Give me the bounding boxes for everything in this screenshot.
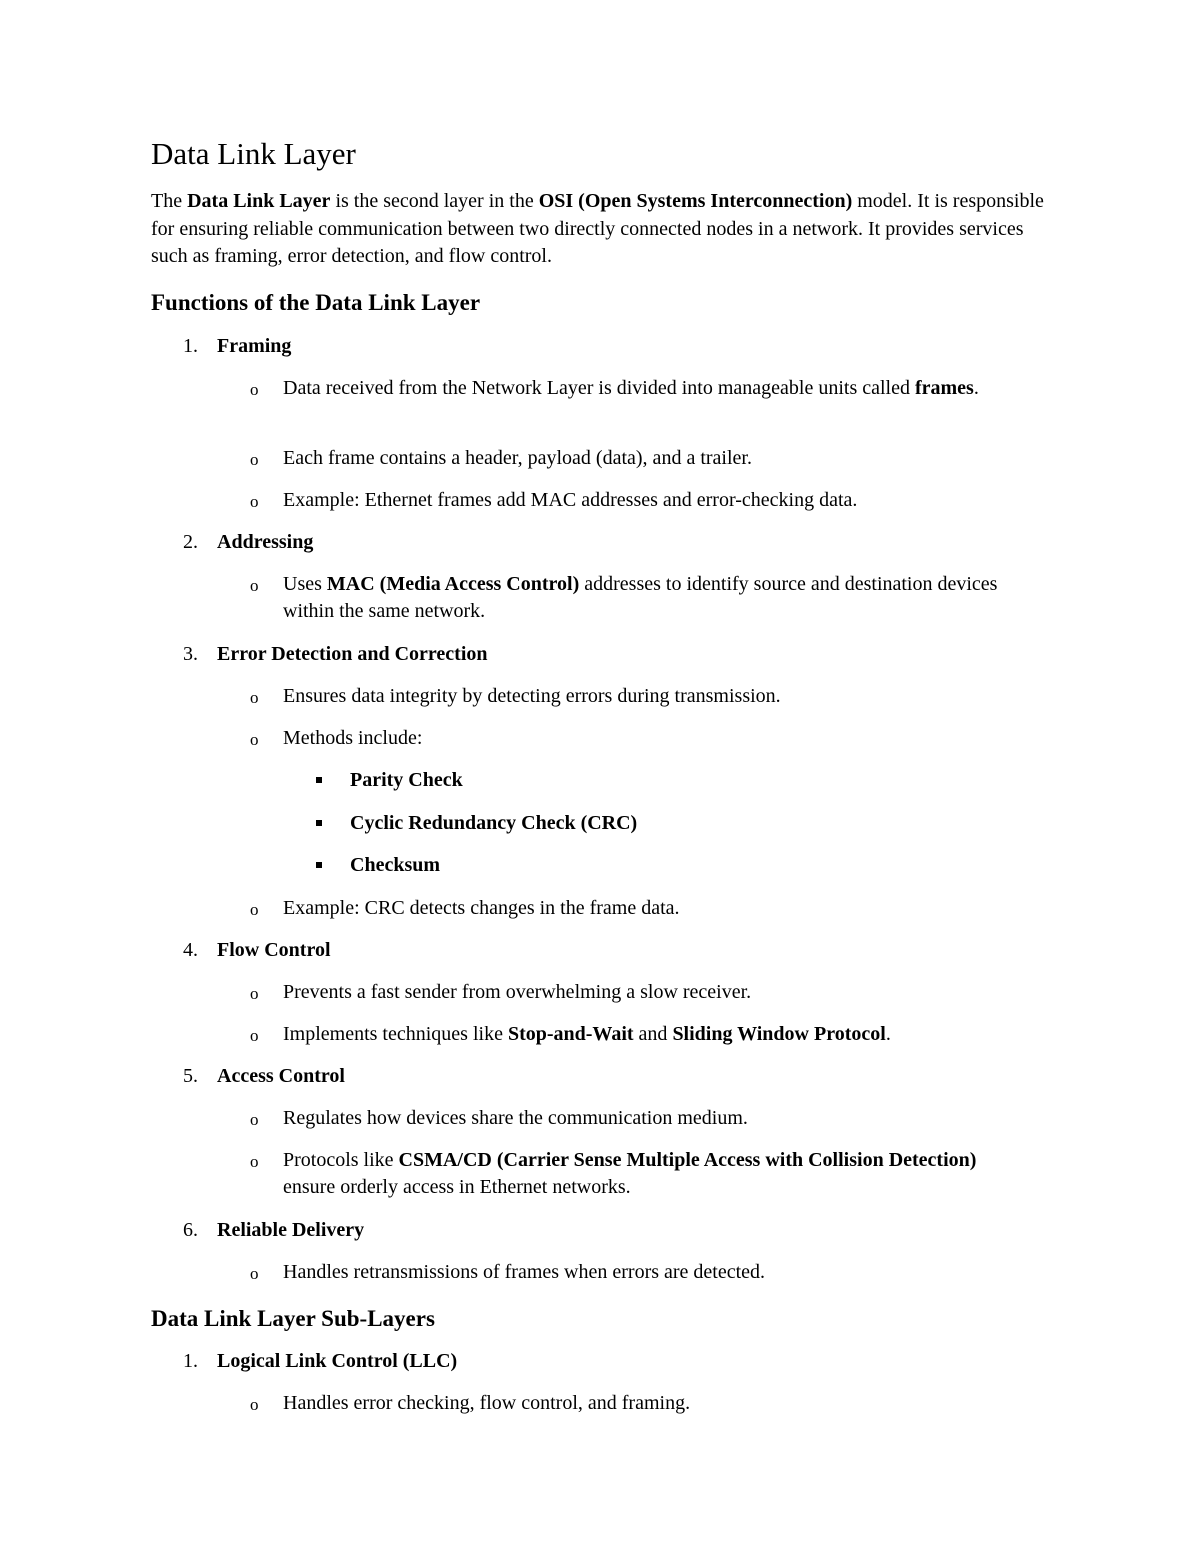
list-item: Ensures data integrity by detecting errors during transmission. xyxy=(283,685,781,707)
bullet-marker: o xyxy=(250,688,259,707)
square-bullet xyxy=(316,777,322,783)
function-flow-control-title: Flow Control xyxy=(217,939,331,961)
item-text: Data received from the Network Layer is divided into manageable units called xyxy=(283,377,915,399)
list-number: 3. xyxy=(183,643,198,665)
intro-bold-2: OSI (Open Systems Interconnection) xyxy=(538,190,853,212)
list-item: Methods include: xyxy=(283,727,423,749)
item-text: . xyxy=(885,1023,891,1045)
page-title: Data Link Layer xyxy=(151,136,356,171)
bullet-marker: o xyxy=(250,450,259,469)
item-bold: frames xyxy=(914,377,974,399)
item-bold: MAC (Media Access Control) xyxy=(326,573,580,595)
list-number: 5. xyxy=(183,1065,198,1087)
list-item: Prevents a fast sender from overwhelming a slow receiver. xyxy=(283,981,752,1003)
bullet-marker: o xyxy=(250,900,259,919)
method-checksum: Checksum xyxy=(350,854,441,876)
list-item: Regulates how devices share the communication medium. xyxy=(283,1107,748,1129)
intro-paragraph xyxy=(151,188,1061,271)
bullet-marker: o xyxy=(250,1110,259,1129)
item-bold: CSMA/CD (Carrier Sense Multiple Access with Collision Detection) xyxy=(398,1149,977,1171)
bullet-marker: o xyxy=(250,380,259,399)
item-text: . xyxy=(973,377,979,399)
list-item xyxy=(283,1147,983,1201)
functions-heading: Functions of the Data Link Layer xyxy=(151,290,481,315)
intro-bold-1: Data Link Layer xyxy=(187,190,331,212)
item-text: Protocols like xyxy=(283,1149,399,1171)
bullet-marker: o xyxy=(250,730,259,749)
method-crc: Cyclic Redundancy Check (CRC) xyxy=(350,812,638,834)
function-reliable-delivery-title: Reliable Delivery xyxy=(217,1219,365,1241)
list-item: Example: Ethernet frames add MAC addresses and error-checking data. xyxy=(283,489,858,511)
list-item xyxy=(283,375,1003,402)
bullet-marker: o xyxy=(250,576,259,595)
sublayer-llc-title: Logical Link Control (LLC) xyxy=(217,1350,458,1372)
intro-text-3: model. It is responsible for ensuring reliable communication between two directly connected nodes in a network. It provides services such as framing, error detection, and flow control. xyxy=(151,190,1044,267)
bullet-marker: o xyxy=(250,492,259,511)
item-bold: Stop-and-Wait xyxy=(507,1023,634,1045)
bullet-marker: o xyxy=(250,984,259,1003)
square-bullet xyxy=(316,820,322,826)
bullet-marker: o xyxy=(250,1395,259,1414)
item-text: ensure orderly access in Ethernet networks. xyxy=(283,1176,631,1198)
function-framing-title: Framing xyxy=(217,335,292,357)
list-number: 4. xyxy=(183,939,198,961)
function-error-detection-title: Error Detection and Correction xyxy=(217,643,488,665)
list-number: 1. xyxy=(183,1350,198,1372)
list-number: 2. xyxy=(183,531,198,553)
list-item xyxy=(283,1021,1043,1048)
intro-text-1: The xyxy=(151,190,188,212)
sublayers-heading: Data Link Layer Sub-Layers xyxy=(151,1306,435,1331)
square-bullet xyxy=(316,862,322,868)
item-text: and xyxy=(633,1023,673,1045)
list-item: Handles error checking, flow control, and framing. xyxy=(283,1392,691,1414)
method-parity-check: Parity Check xyxy=(350,769,463,791)
list-item: Handles retransmissions of frames when errors are detected. xyxy=(283,1261,766,1283)
list-item: Example: CRC detects changes in the frame data. xyxy=(283,897,680,919)
item-text: addresses to identify source and destination devices within the same network. xyxy=(283,573,998,622)
list-item xyxy=(283,571,1023,625)
function-addressing-title: Addressing xyxy=(217,531,314,553)
bullet-marker: o xyxy=(250,1026,259,1045)
bullet-marker: o xyxy=(250,1264,259,1283)
list-item: Each frame contains a header, payload (data), and a trailer. xyxy=(283,447,752,469)
item-bold: Sliding Window Protocol xyxy=(672,1023,886,1045)
list-number: 1. xyxy=(183,335,198,357)
item-text: Implements techniques like xyxy=(283,1023,508,1045)
function-access-control-title: Access Control xyxy=(217,1065,345,1087)
item-text: Uses xyxy=(283,573,327,595)
intro-text-2: is the second layer in the xyxy=(330,190,539,212)
list-number: 6. xyxy=(183,1219,198,1241)
bullet-marker: o xyxy=(250,1152,259,1171)
